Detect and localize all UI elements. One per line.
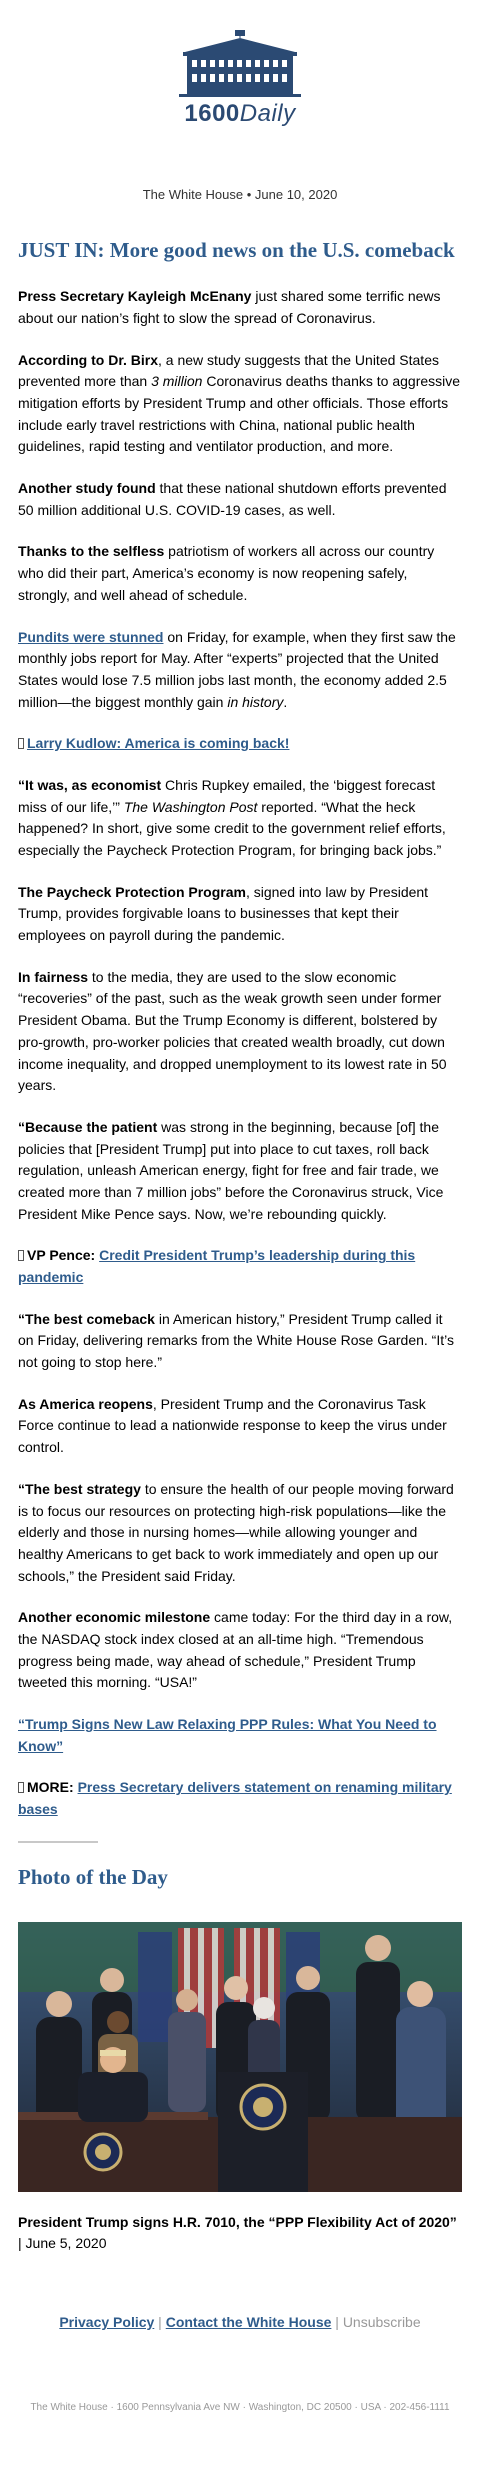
body-text: , signed into law by President Trump, provides forgivable loans to businesses that kept their employees on payroll during the pandemic.	[18, 883, 429, 944]
body-text: reported. “What the heck happened? In short, give some credit to the government relief efforts, especially the Paycheck Protection Program, for bringing back jobs.”	[18, 798, 446, 859]
body-text: to the media, they are used to the slow economic “recoveries” of the past, such as the weak growth seen under former President Obama. But the Trump Economy is different, bolstered by pro-growth, pro-worker policies that created wealth broadly, cut down income inequality, and dropped unemployment to its lowest rate in 50 years.	[18, 968, 447, 1094]
paragraph	[18, 882, 462, 947]
body-text: .	[283, 693, 288, 710]
ppp-rules-link[interactable]: “Trump Signs New Law Relaxing PPP Rules: What You Need to Know”	[18, 1716, 437, 1754]
lead-in: The Paycheck Protection Program	[18, 883, 246, 900]
lead-in: As America reopens	[18, 1395, 153, 1412]
brand-number: 1600	[184, 100, 240, 127]
body-text: in American history,” President Trump called it on Friday, delivering remarks from the White House Rose Garden. “It’s not going to stop here.”	[18, 1310, 454, 1371]
paragraph	[18, 541, 462, 606]
paragraph	[18, 1714, 462, 1757]
footer-separator: |	[154, 2313, 166, 2330]
paragraph	[18, 478, 462, 521]
brand-wordmark	[0, 100, 480, 128]
paragraph	[18, 1309, 462, 1374]
lead-in: “The best comeback	[18, 1310, 155, 1327]
lead-in: Thanks to the selfless	[18, 543, 165, 560]
paragraph	[18, 1607, 462, 1694]
lead-in: “Because the patient	[18, 1118, 158, 1135]
body-text: came today: For the third day in a row, the NASDAQ stock index closed at an all-time high. “Tremendous progress being made, way ahead of schedule,” President Trump tweeted this morning. “USA!”	[18, 1609, 453, 1691]
missing-glyph-icon	[18, 1782, 24, 1793]
contact-white-house-link[interactable]: Contact the White House	[165, 2313, 332, 2330]
privacy-policy-link[interactable]: Privacy Policy	[59, 2313, 155, 2330]
body-text: Coronavirus deaths thanks to aggressive mitigation efforts by President Trump and other officials. Those efforts include early travel restrictions with China, national public health guidelines, rapid testing and ventilator production, and more.	[18, 373, 461, 455]
paragraph	[18, 350, 462, 458]
caption-title: President Trump signs H.R. 7010, the “PPP Flexibility Act of 2020”	[18, 2213, 457, 2230]
lead-in: In fairness	[18, 968, 89, 985]
paragraph	[18, 1479, 462, 1587]
kudlow-link[interactable]: Larry Kudlow: America is coming back!	[27, 735, 290, 752]
paragraph	[18, 627, 462, 714]
lead-in: Another study found	[18, 480, 156, 497]
headline: JUST IN: More good news on the U.S. comeback	[18, 238, 455, 262]
photo-of-day-image	[18, 1922, 462, 2192]
paragraph	[18, 1777, 462, 1820]
masthead	[0, 0, 480, 165]
body-text: just shared some terrific news about our nation’s fight to slow the spread of Coronavirus.	[18, 288, 441, 326]
photo-caption	[18, 2212, 462, 2254]
missing-glyph-icon	[18, 1250, 24, 1261]
white-house-logo-icon	[165, 30, 315, 98]
photo-illustration	[18, 1922, 462, 2192]
body-text: , President Trump and the Coronavirus Task Force continue to lead a nationwide response to keep the virus under control.	[18, 1395, 447, 1456]
footer-address: The White House · 1600 Pennsylvania Ave NW · Washington, DC 20500 · USA · 202-456-1111	[30, 2401, 450, 2413]
paragraph	[18, 733, 462, 755]
dateline: The White House • June 10, 2020	[142, 187, 338, 202]
lead-in: Another economic milestone	[18, 1609, 211, 1626]
lead-in: VP Pence:	[27, 1247, 96, 1264]
body-text: Chris Rupkey emailed, the ‘biggest forecast miss of our life,’”	[18, 776, 436, 815]
section-divider	[18, 1841, 98, 1843]
brand-word: Daily	[239, 100, 296, 127]
paragraph	[18, 1245, 462, 1288]
lead-in: “It was, as economist	[18, 776, 162, 793]
lead-in: Press Secretary Kayleigh McEnany	[18, 288, 252, 305]
paragraph	[18, 775, 462, 862]
unsubscribe-link[interactable]: Unsubscribe	[342, 2313, 421, 2330]
paragraph	[18, 1394, 462, 1459]
renaming-bases-link[interactable]: Press Secretary delivers statement on renaming military bases	[18, 1779, 452, 1818]
photo-of-day-title: Photo of the Day	[18, 1864, 168, 1889]
paragraph	[18, 967, 462, 1097]
body-text: on Friday, for example, when they first saw the monthly jobs report for May. After “experts” projected that the United States would lose 7.5 million jobs last month, the economy added 2.5 million—the biggest monthly gain	[18, 628, 456, 710]
body-text: that these national shutdown efforts prevented 50 million additional U.S. COVID-19 cases, as well.	[18, 480, 447, 518]
caption-date: | June 5, 2020	[18, 2234, 107, 2251]
body-text: to ensure the health of our people moving forward is to focus our resources on protecting high-risk populations—like the elderly and those in nursing homes—while allowing younger and healthy Americans to get back to work immediately and open up our schools,” the President said Friday.	[18, 1480, 454, 1584]
lead-in: “The best strategy	[18, 1480, 141, 1497]
pundits-stunned-link[interactable]: Pundits were stunned	[18, 628, 164, 645]
paragraph	[18, 286, 462, 329]
paragraph	[18, 1117, 462, 1225]
emphasis: 3 million	[151, 373, 203, 390]
body-text: was strong in the beginning, because [of] the policies that [President Trump] put into place to cut taxes, roll back regulation, unleash American energy, fight for free and fair trade, we created more than 7 million jobs” before the Coronavirus struck, Vice President Mike Pence says. Now, we’re rebounding quickly.	[18, 1118, 444, 1222]
pence-link[interactable]: Credit President Trump’s leadership during this pandemic	[18, 1247, 416, 1286]
emphasis: The Washington Post	[123, 798, 258, 815]
emphasis: in history	[227, 693, 284, 710]
footer-separator: |	[331, 2313, 343, 2330]
missing-glyph-icon	[18, 738, 24, 749]
footer-links	[0, 2314, 480, 2330]
lead-in: MORE:	[27, 1779, 74, 1796]
article	[0, 237, 480, 2254]
body-text: patriotism of workers all across our country who did their part, America’s economy is now reopening safely, strongly, and well ahead of schedule.	[18, 543, 435, 603]
body-text: , a new study suggests that the United States prevented more than	[18, 351, 439, 390]
lead-in: According to Dr. Birx	[18, 351, 159, 368]
